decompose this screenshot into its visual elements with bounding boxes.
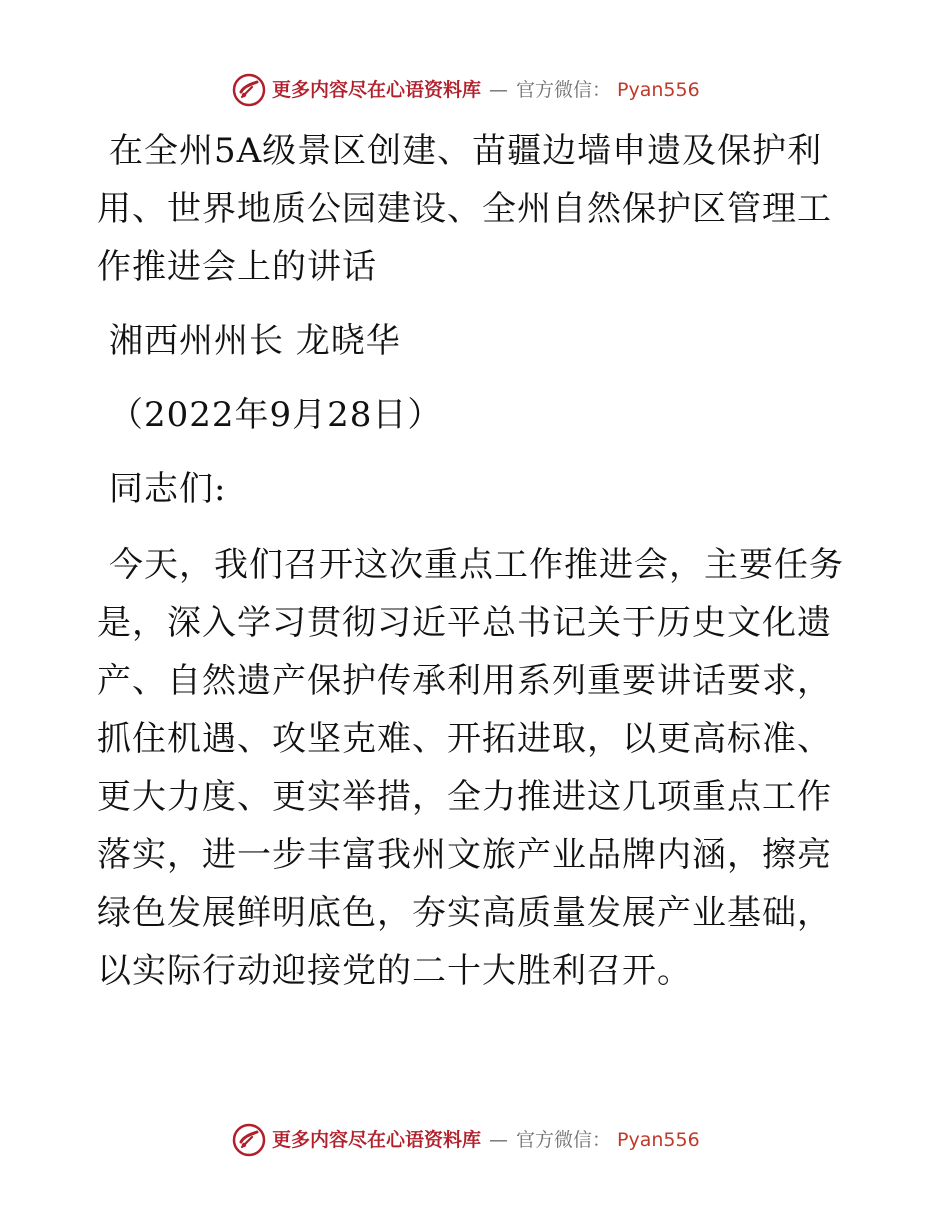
watermark-separator: — [489, 1128, 509, 1151]
watermark-secondary-text: 官方微信： [516, 1128, 612, 1151]
document-content [97, 122, 857, 1000]
document-byline: 湘西州州长 龙晓华 [109, 321, 401, 361]
watermark-account: Pyan556 [617, 1128, 700, 1151]
watermark-secondary-text: 官方微信： [516, 78, 612, 101]
watermark-header [232, 72, 732, 108]
watermark-account: Pyan556 [617, 78, 700, 101]
document-date: （2022年9月28日） [109, 395, 443, 435]
book-pen-icon [232, 73, 266, 107]
document-title: 在全州5A级景区创建、苗疆边墙申遗及保护利用、世界地质公园建设、全州自然保护区管理工作推进会上的讲话 [97, 131, 832, 287]
watermark-separator: — [489, 78, 509, 101]
book-pen-icon [232, 1123, 266, 1157]
document-greeting: 同志们: [109, 469, 227, 509]
watermark-main-text: 更多内容尽在心语资料库 [272, 1128, 482, 1151]
watermark-main-text: 更多内容尽在心语资料库 [272, 78, 482, 101]
watermark-footer [232, 1122, 732, 1158]
document-paragraph-1: 今天，我们召开这次重点工作推进会，主要任务是，深入学习贯彻习近平总书记关于历史文化遗产、自然遗产保护传承利用系列重要讲话要求，抓住机遇、攻坚克难、开拓进取，以更高标准、更大力度、更实举措，全力推进这几项重点工作落实，进一步丰富我州文旅产业品牌内涵，擦亮绿色发展鲜明底色，夯实高质量发展产业基础，以实际行动迎接党的二十大胜利召开。 [97, 545, 844, 991]
